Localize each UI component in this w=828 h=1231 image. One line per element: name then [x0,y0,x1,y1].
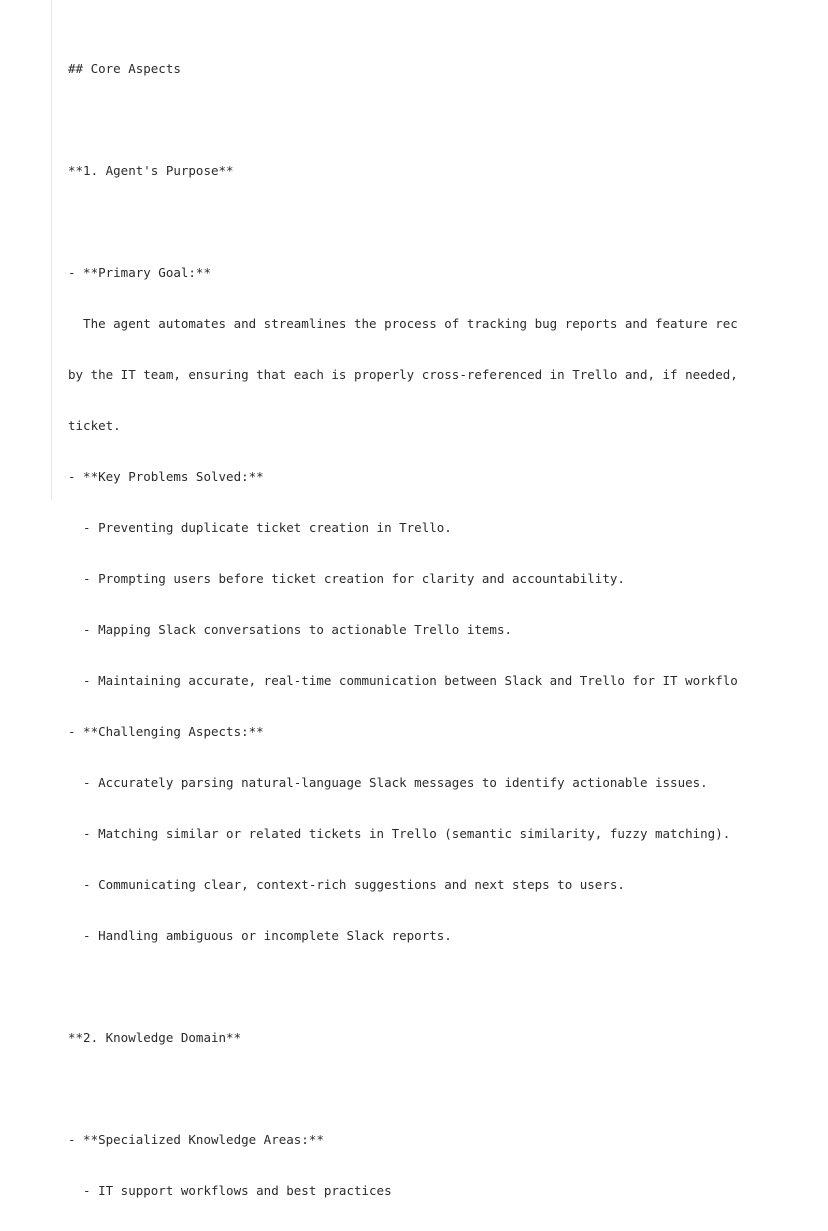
editor-line: **2. Knowledge Domain** [68,1030,242,1045]
editor-line: ## Core Aspects [68,61,181,76]
editor-text-area[interactable] [68,28,828,1231]
gutter-divider [51,0,52,500]
editor-line: - Accurately parsing natural-language Slack messages to identify actionable issues. [68,775,708,790]
editor-line: - **Primary Goal:** [68,265,211,280]
editor-line [68,109,828,130]
editor-line: - Handling ambiguous or incomplete Slack reports. [68,928,452,943]
editor-line [68,976,828,997]
editor-line: - **Challenging Aspects:** [68,724,264,739]
editor-line: ticket. [68,418,121,433]
editor-line: - **Specialized Knowledge Areas:** [68,1132,324,1147]
editor-line: - Maintaining accurate, real-time communication between Slack and Trello for IT workflo [68,673,738,688]
editor-line: - Communicating clear, context-rich suggestions and next steps to users. [68,877,625,892]
editor-line: - Prompting users before ticket creation for clarity and accountability. [68,571,625,586]
editor-line: - Preventing duplicate ticket creation in Trello. [68,520,452,535]
editor-line [68,1078,828,1099]
editor-line: - IT support workflows and best practices [68,1183,392,1198]
editor-line [68,211,828,232]
editor-line: **1. Agent's Purpose** [68,163,234,178]
editor-line: - Mapping Slack conversations to actionable Trello items. [68,622,513,637]
editor-line: The agent automates and streamlines the process of tracking bug reports and feature rec [68,316,738,331]
editor-line: - **Key Problems Solved:** [68,469,264,484]
editor-line: by the IT team, ensuring that each is properly cross-referenced in Trello and, if needed, [68,367,738,382]
editor-line: - Matching similar or related tickets in Trello (semantic similarity, fuzzy matching). [68,826,731,841]
